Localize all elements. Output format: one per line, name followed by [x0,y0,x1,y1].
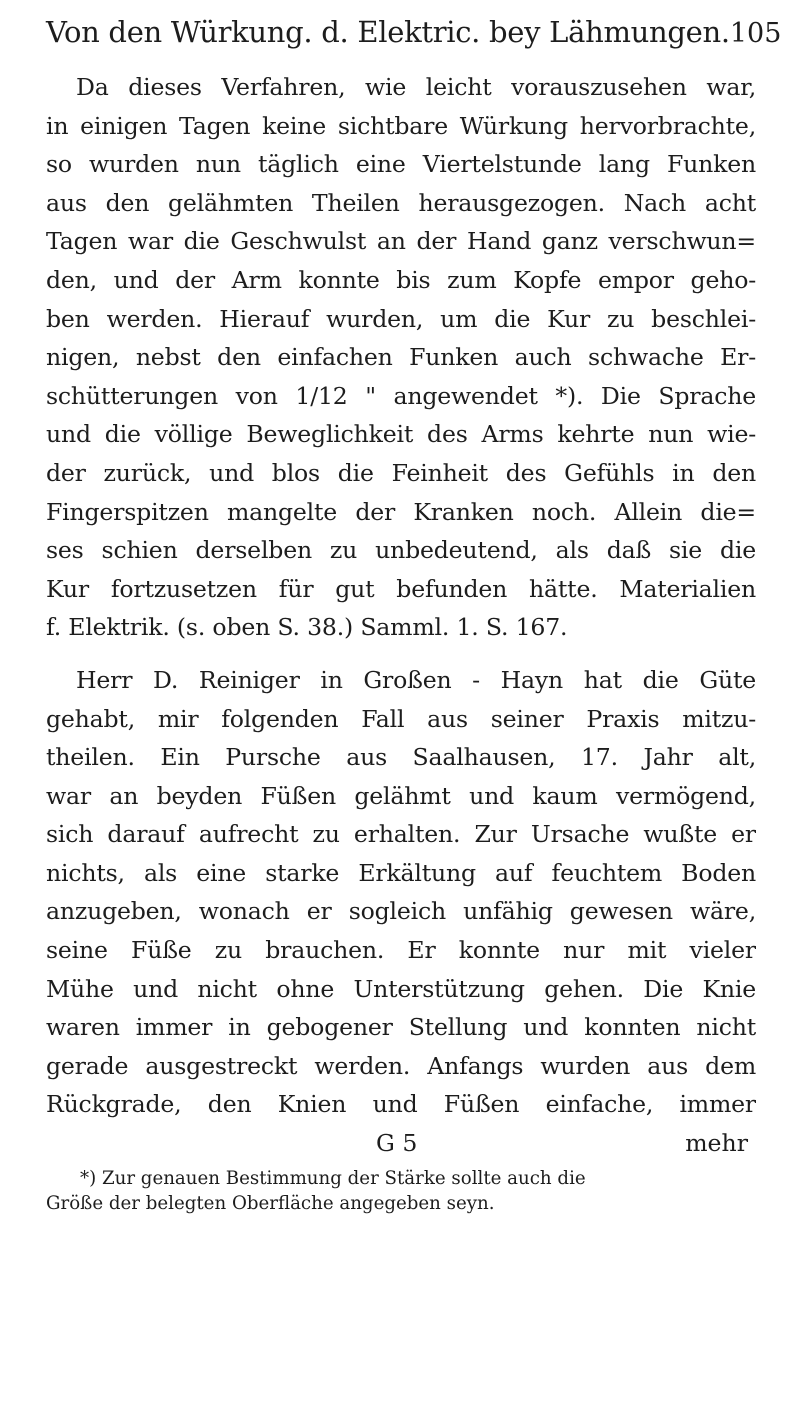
text-line: gerade ausgestreckt werden. Anfangs wurden aus dem [46,1051,756,1080]
text-line: ben werden. Hierauf wurden, um die Kur zu beschlei- [46,304,756,333]
signature-mark: G 5 [376,1129,418,1158]
text-line: den, und der Arm konnte bis zum Kopfe empor geho- [46,265,756,294]
footnote-line: Größe der belegten Oberfläche angegeben seyn. [46,1193,495,1215]
text-line: der zurück, und blos die Feinheit des Gefühls in den [46,458,756,487]
text-line: so wurden nun täglich eine Viertelstunde lang Funken [46,150,756,179]
text-line: ses schien derselben zu unbedeutend, als daß sie die [46,536,756,565]
text-line: Mühe und nicht ohne Unterstützung gehen. Die Knie [46,974,756,1003]
text-line: anzugeben, wonach er sogleich unfähig gewesen wäre, [46,897,756,926]
text-line: seine Füße zu brauchen. Er konnte nur mit vieler [46,936,756,965]
footnote-line: *) Zur genauen Bestimmung der Stärke sollte auch die [80,1168,586,1190]
signature-row [46,1124,756,1162]
running-head-title: Von den Würkung. d. Elektric. bey Lähmungen. [46,15,730,49]
text-line: Rückgrade, den Knien und Füßen einfache, immer [46,1090,756,1119]
text-line: Fingerspitzen mangelte der Kranken noch. Allein die= [46,497,756,526]
text-line: theilen. Ein Pursche aus Saalhausen, 17. Jahr alt, [46,743,756,772]
text-line: Tagen war die Geschwulst an der Hand ganz verschwun= [46,227,756,256]
catchword: mehr [685,1129,748,1158]
paragraph-gap [46,647,756,661]
footnote [46,1166,756,1216]
text-line: gehabt, mir folgenden Fall aus seiner Praxis mitzu- [46,704,756,733]
text-line: Herr D. Reiniger in Großen - Hayn hat die Güte [76,665,756,694]
text-line: nichts, als eine starke Erkältung auf feuchtem Boden [46,858,756,887]
text-line: sich darauf aufrecht zu erhalten. Zur Ursache wußte er [46,820,756,849]
text-line: in einigen Tagen keine sichtbare Würkung hervorbrachte, [46,111,756,140]
text-line: f. Elektrik. (s. oben S. 38.) Samml. 1. S. 167. [46,613,568,642]
text-line: schütterungen von 1/12 " angewendet *). Die Sprache [46,381,756,410]
paragraph-1 [46,68,756,647]
text-line: Kur fortzusetzen für gut befunden hätte. Materialien [46,574,756,603]
text-line: und die völlige Beweglichkeit des Arms kehrte nun wie- [46,420,756,449]
text-line: war an beyden Füßen gelähmt und kaum vermögend, [46,781,756,810]
text-line: aus den gelähmten Theilen herausgezogen. Nach acht [46,188,756,217]
text-line: Da dieses Verfahren, wie leicht vorauszusehen war, [76,73,756,101]
paragraph-2 [46,661,756,1124]
running-head [46,12,782,54]
page-number: 105 [729,18,782,49]
text-line: nigen, nebst den einfachen Funken auch schwache Er- [46,343,756,372]
text-line: waren immer in gebogener Stellung und konnten nicht [46,1013,756,1042]
